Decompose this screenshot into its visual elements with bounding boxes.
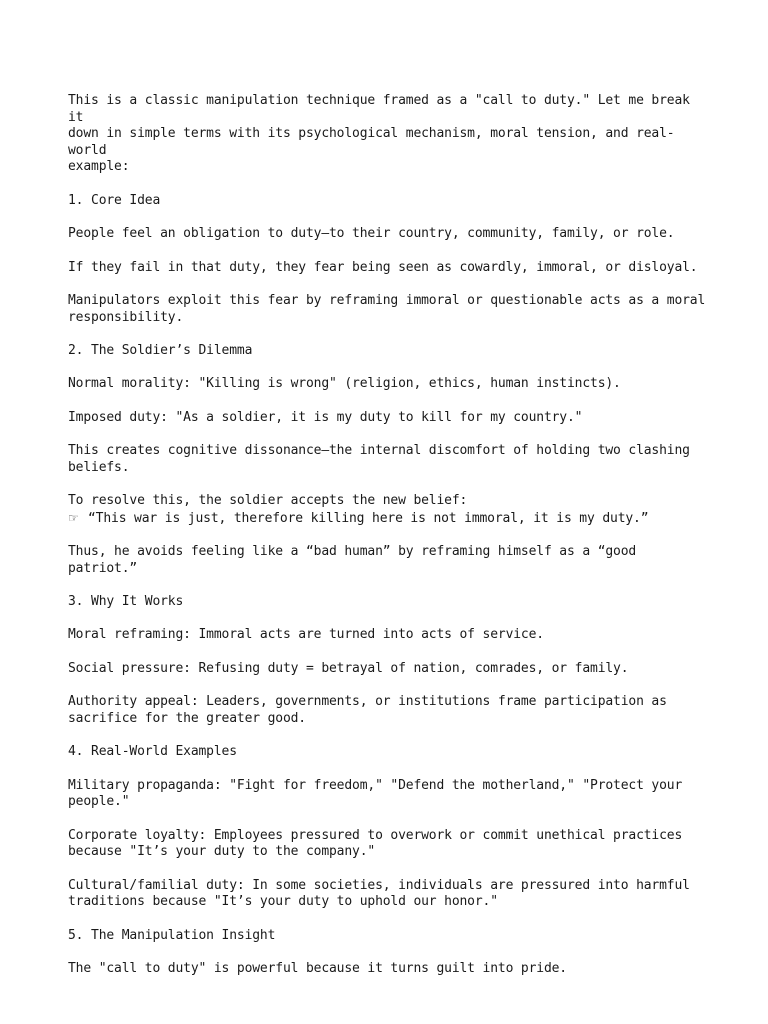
- paragraph: [68, 661, 708, 678]
- paragraph: [68, 493, 708, 527]
- paragraph: [68, 376, 708, 393]
- paragraph: [68, 443, 708, 476]
- paragraph: [68, 627, 708, 644]
- text-line: Manipulators exploit this fear by reframing immoral or questionable acts as a moral: [68, 292, 706, 308]
- paragraph: [68, 828, 708, 861]
- text-line: The "call to duty" is powerful because it turns guilt into pride.: [68, 960, 567, 976]
- text-line: People feel an obligation to duty—to their country, community, family, or role.: [68, 226, 675, 242]
- paragraph: [68, 343, 708, 360]
- text-line: 1. Core Idea: [68, 192, 161, 208]
- paragraph: [68, 594, 708, 611]
- text-line: This creates cognitive dissonance—the internal discomfort of holding two clashing: [68, 443, 690, 459]
- text-line: Normal morality: "Killing is wrong" (religion, ethics, human instincts).: [68, 376, 621, 392]
- text-line: 4. Real-World Examples: [68, 744, 237, 760]
- text-line: down in simple terms with its psychological mechanism, moral tension, and real-world: [68, 126, 675, 158]
- quote-text: “This war is just, therefore killing here is not immoral, it is my duty.”: [88, 510, 649, 526]
- text-line: Thus, he avoids feeling like a “bad human” by reframing himself as a “good patriot.”: [68, 544, 644, 576]
- text-line: responsibility.: [68, 309, 184, 325]
- text-line: Social pressure: Refusing duty = betrayal of nation, comrades, or family.: [68, 660, 629, 676]
- text-line: If they fail in that duty, they fear being seen as cowardly, immoral, or disloyal.: [68, 259, 698, 275]
- text-line: Imposed duty: "As a soldier, it is my duty to kill for my country.": [68, 409, 583, 425]
- text-line: To resolve this, the soldier accepts the new belief:: [68, 493, 468, 509]
- paragraph: [68, 260, 708, 277]
- text-line: because "It’s your duty to the company.": [68, 844, 376, 860]
- text-line: 3. Why It Works: [68, 594, 184, 610]
- paragraph: [68, 293, 708, 326]
- paragraph: [68, 961, 708, 978]
- text-line: people.": [68, 794, 130, 810]
- paragraph: [68, 410, 708, 427]
- text-line: Corporate loyalty: Employees pressured to overwork or commit unethical practices: [68, 827, 683, 843]
- quote-line: [68, 510, 708, 528]
- paragraph: [68, 744, 708, 761]
- paragraph: [68, 226, 708, 243]
- paragraph: [68, 544, 708, 577]
- text-line: This is a classic manipulation technique framed as a "call to duty." Let me break it: [68, 93, 698, 125]
- text-line: Authority appeal: Leaders, governments, or institutions frame participation as: [68, 694, 667, 710]
- document-body: [68, 93, 708, 978]
- paragraph: [68, 928, 708, 945]
- paragraph: [68, 878, 708, 911]
- text-line: 5. The Manipulation Insight: [68, 927, 276, 943]
- text-line: Moral reframing: Immoral acts are turned into acts of service.: [68, 627, 544, 643]
- text-line: Military propaganda: "Fight for freedom," "Defend the motherland," "Protect your: [68, 777, 683, 793]
- paragraph: [68, 694, 708, 727]
- paragraph: [68, 778, 708, 811]
- pointing-hand-icon: ☞: [68, 510, 79, 525]
- text-line: beliefs.: [68, 459, 130, 475]
- paragraph: [68, 193, 708, 210]
- text-line: sacrifice for the greater good.: [68, 710, 306, 726]
- paragraph: [68, 93, 708, 176]
- text-line: traditions because "It’s your duty to uphold our honor.": [68, 894, 498, 910]
- text-line: 2. The Soldier’s Dilemma: [68, 342, 253, 358]
- text-line: Cultural/familial duty: In some societies, individuals are pressured into harmful: [68, 877, 690, 893]
- text-line: example:: [68, 159, 130, 175]
